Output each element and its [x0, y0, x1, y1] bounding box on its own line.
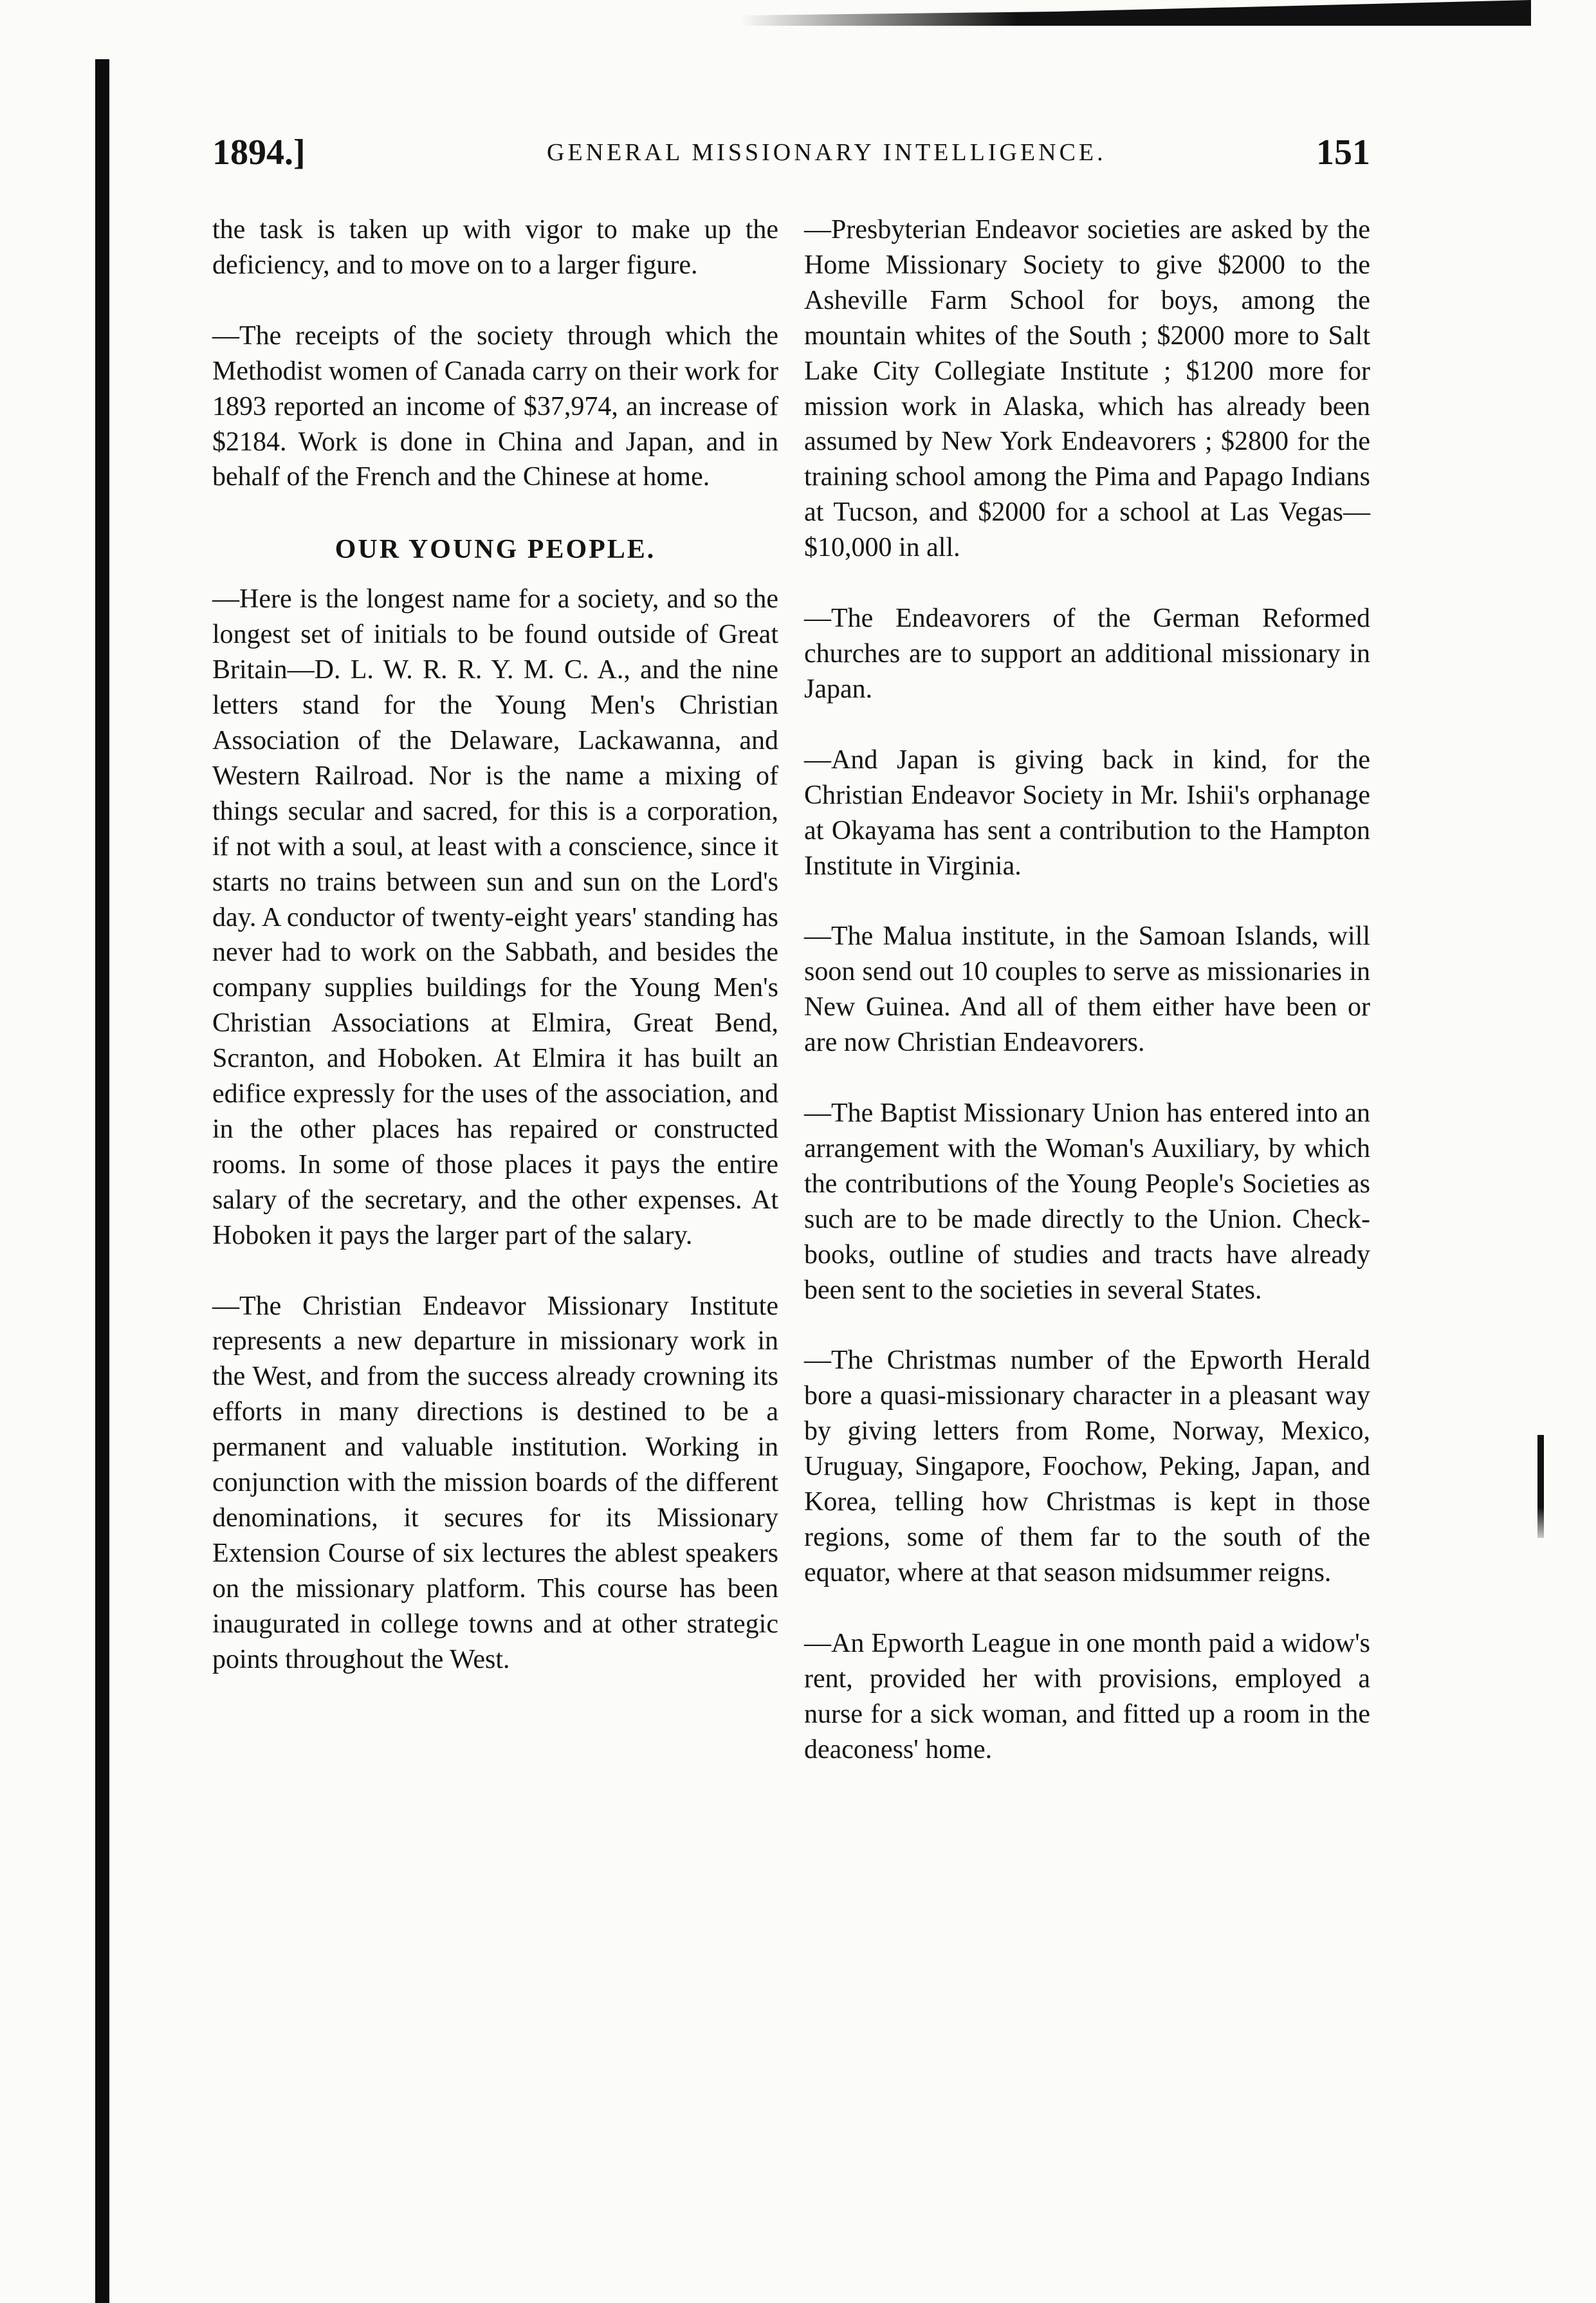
scan-edge-rule — [740, 0, 1531, 26]
paragraph: —The receipts of the society through which the Methodist women of Canada carry on their work for 1893 reported an income of $37,974, an increase of $2184. Work is done in China and Japan, and in behalf of the French and the Chinese at home. — [212, 320, 778, 492]
paragraph: —An Epworth League in one month paid a widow's rent, provided her with provisions, employed a nurse for a sick woman, and fitted up a room in the deaconess' home. — [804, 1628, 1370, 1764]
scan-binding-shadow — [95, 59, 109, 2303]
paragraph: —Presbyterian Endeavor societies are asked by the Home Missionary Society to give $2000 to the Asheville Farm School for boys, among the mountain whites of the South ; $2000 more to Salt Lake City Collegiate Institute ; $1200 more for mission work in Alaska, which has already been assumed by New York Endeavorers ; $2800 for the training school among the Pima and Papago Indians at Tucson, and $2000 for a school at Las Vegas—$10,000 in all. — [804, 215, 1370, 563]
left-column — [212, 212, 778, 1713]
paragraph: —The Christian Endeavor Missionary Institute represents a new departure in missionary work in the West, and from the success already crowning its efforts in many directions is destined to be a permanent and valuable institution. Working in conjunction with the mission boards of the different denominations, it secures for its Missionary Extension Course of six lectures the ablest speakers on the missionary platform. This course has been inaugurated in college towns and at other strategic points throughout the West. — [212, 1291, 778, 1674]
running-head — [212, 132, 1370, 183]
paragraph: —The Christmas number of the Epworth Herald bore a quasi-missionary character in a pleasant way by giving letters from Rome, Norway, Mexico, Uruguay, Singapore, Foochow, Peking, Japan, and Korea, telling how Christmas is kept in those regions, some of them far to the south of the equator, where at that season midsummer reigns. — [804, 1346, 1370, 1587]
paragraph: —The Baptist Missionary Union has entered into an arrangement with the Woman's Auxiliary, by which the contributions of the Young People's Societies as such are to be made directly to the Union. Check-books, outline of studies and tracts have already been sent to the societies in several States. — [804, 1098, 1370, 1305]
running-title: GENERAL MISSIONARY INTELLIGENCE. — [547, 139, 1106, 166]
paragraph: —Here is the longest name for a society, and so the longest set of initials to be found outside of Great Britain—D. L. W. R. R. Y. M. C. A., and the nine letters stand for the Young Men's Christian Association of the Delaware, Lackawanna, and Western Railroad. Nor is the name a mixing of things secular and sacred, for this is a corporation, if not with a soul, at least with a conscience, since it starts no trains between sun and sun on the Lord's day. A conductor of twenty-eight years' standing has never had to work on the Sabbath, and besides the company supplies buildings for the Young Men's Christian Associations at Elmira, Great Bend, Scranton, and Hoboken. At Elmira it has built an edifice expressly for the uses of the association, and in the other places has repaired or constructed rooms. In some of those places it pays the entire salary of the secretary, and the other expenses. At Hoboken it pays the larger part of the salary. — [212, 584, 778, 1250]
paragraph: the task is taken up with vigor to make up the deficiency, and to move on to a larger figure. — [212, 215, 778, 280]
section-heading: OUR YOUNG PEOPLE. — [335, 535, 656, 565]
right-column — [804, 212, 1370, 1802]
page-year: 1894.] — [212, 133, 306, 172]
paragraph: —The Malua institute, in the Samoan Islands, will soon send out 10 couples to serve as missionaries in New Guinea. And all of them either have been or are now Christian Endeavorers. — [804, 921, 1370, 1058]
scan-margin-mark — [1537, 1435, 1544, 1538]
paragraph: —The Endeavorers of the German Reformed churches are to support an additional missionary in Japan. — [804, 604, 1370, 704]
page-number: 151 — [1316, 133, 1370, 172]
paragraph: —And Japan is giving back in kind, for the Christian Endeavor Society in Mr. Ishii's orphanage at Okayama has sent a contribution to the Hampton Institute in Virginia. — [804, 745, 1370, 881]
